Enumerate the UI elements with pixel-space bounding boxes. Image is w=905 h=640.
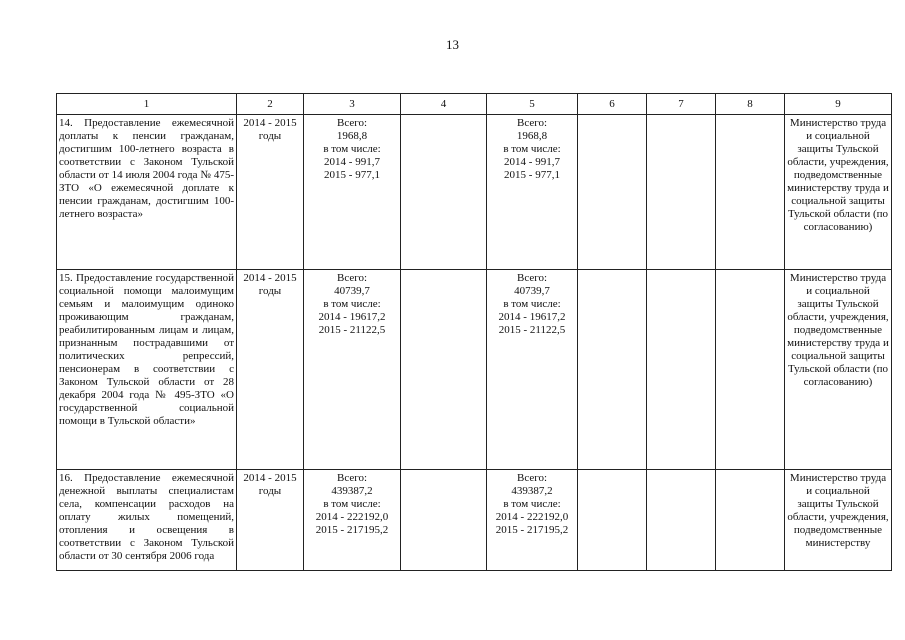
funding-line: Всего: xyxy=(516,117,548,129)
executor: Министерство труда и социальной защиты Тульской области, учреждения, подведомственные министерству труда и социальной защиты Тульской области (по согласованию) xyxy=(785,270,892,470)
funding-line: 2014 - 991,7 xyxy=(504,156,560,168)
empty-cell xyxy=(716,270,785,470)
header-row xyxy=(57,94,892,115)
funding-line: 2015 - 21122,5 xyxy=(498,324,566,336)
funding-line: 439387,2 xyxy=(331,485,373,497)
table-row xyxy=(57,470,892,571)
period: 2014 - 2015 годы xyxy=(237,270,304,470)
funding-line: Всего: xyxy=(336,272,368,284)
funding-line: 2015 - 21122,5 xyxy=(318,324,386,336)
funding-line: 2014 - 991,7 xyxy=(324,156,380,168)
funding-line: в том числе: xyxy=(323,143,381,155)
funding-line: Всего: xyxy=(516,272,548,284)
funding-line: 2014 - 19617,2 xyxy=(318,311,386,323)
header-cell: 4 xyxy=(401,94,487,115)
empty-cell xyxy=(401,115,487,270)
funding-total xyxy=(304,115,401,270)
table-row xyxy=(57,270,892,470)
funding-line: в том числе: xyxy=(503,143,561,155)
funding-line: 1968,8 xyxy=(336,130,368,142)
funding-line: 1968,8 xyxy=(516,130,548,142)
empty-cell xyxy=(578,270,647,470)
funding-line: в том числе: xyxy=(323,298,381,310)
empty-cell xyxy=(578,470,647,571)
funding-line: Всего: xyxy=(336,117,368,129)
funding-total xyxy=(304,470,401,571)
funding-line: 2015 - 977,1 xyxy=(504,169,560,181)
funding-line: 2014 - 222192,0 xyxy=(315,511,389,523)
funding-regional xyxy=(487,270,578,470)
funding-line: 40739,7 xyxy=(334,285,370,297)
header-cell: 1 xyxy=(57,94,237,115)
page-number: 13 xyxy=(446,37,459,52)
funding-total xyxy=(304,270,401,470)
funding-line: 2014 - 222192,0 xyxy=(495,511,569,523)
empty-cell xyxy=(647,470,716,571)
funding-line: 2014 - 19617,2 xyxy=(498,311,566,323)
executor: Министерство труда и социальной защиты Тульской области, учреждения, подведомственные министерству xyxy=(785,470,892,571)
period: 2014 - 2015 годы xyxy=(237,470,304,571)
measure-name: 14. Предоставление ежемесячной доплаты к пенсии гражданам, достигшим 100-летнего возраста в соответствии с Законом Тульской области от 14 июля 2004 года № 475-ЗТО «О ежемесячной доплате к пенсии гражданам, достигшим 100-летнего возраста» xyxy=(57,115,237,270)
measure-name: 16. Предоставление ежемесячной денежной выплаты специалистам села, компенсации расходов на оплату жилых помещений, отопления и освещения в соответствии с Законом Тульской области от 30 сентября 2006 года xyxy=(57,470,237,571)
header-cell: 5 xyxy=(487,94,578,115)
funding-line: 2015 - 977,1 xyxy=(324,169,380,181)
header-cell: 2 xyxy=(237,94,304,115)
funding-line: в том числе: xyxy=(503,298,561,310)
empty-cell xyxy=(401,270,487,470)
executor: Министерство труда и социальной защиты Тульской области, учреждения, подведомственные министерству труда и социальной защиты Тульской области (по согласованию) xyxy=(785,115,892,270)
empty-cell xyxy=(401,470,487,571)
funding-line: в том числе: xyxy=(323,498,381,510)
funding-regional xyxy=(487,115,578,270)
empty-cell xyxy=(647,270,716,470)
empty-cell xyxy=(647,115,716,270)
header-cell: 7 xyxy=(647,94,716,115)
funding-line: 2015 - 217195,2 xyxy=(315,524,389,536)
empty-cell xyxy=(716,115,785,270)
header-cell: 8 xyxy=(716,94,785,115)
funding-regional xyxy=(487,470,578,571)
funding-line: Всего: xyxy=(336,472,368,484)
period: 2014 - 2015 годы xyxy=(237,115,304,270)
header-cell: 9 xyxy=(785,94,892,115)
header-cell: 6 xyxy=(578,94,647,115)
funding-line: 40739,7 xyxy=(514,285,550,297)
table-row xyxy=(57,115,892,270)
funding-line: 2015 - 217195,2 xyxy=(495,524,569,536)
funding-line: в том числе: xyxy=(503,498,561,510)
funding-line: Всего: xyxy=(516,472,548,484)
empty-cell xyxy=(716,470,785,571)
measure-name: 15. Предоставление государственной социальной помощи малоимущим семьям и малоимущим одиноко проживающим гражданам, реабилитированным лицам и лицам, признанным пострадавшими от политических репрессий, пенсионерам в соответствии с Законом Тульской области от 28 декабря 2004 года № 495-ЗТО «О государственной социальной помощи в Тульской области» xyxy=(57,270,237,470)
empty-cell xyxy=(578,115,647,270)
funding-line: 439387,2 xyxy=(511,485,553,497)
header-cell: 3 xyxy=(304,94,401,115)
program-table xyxy=(56,93,892,571)
